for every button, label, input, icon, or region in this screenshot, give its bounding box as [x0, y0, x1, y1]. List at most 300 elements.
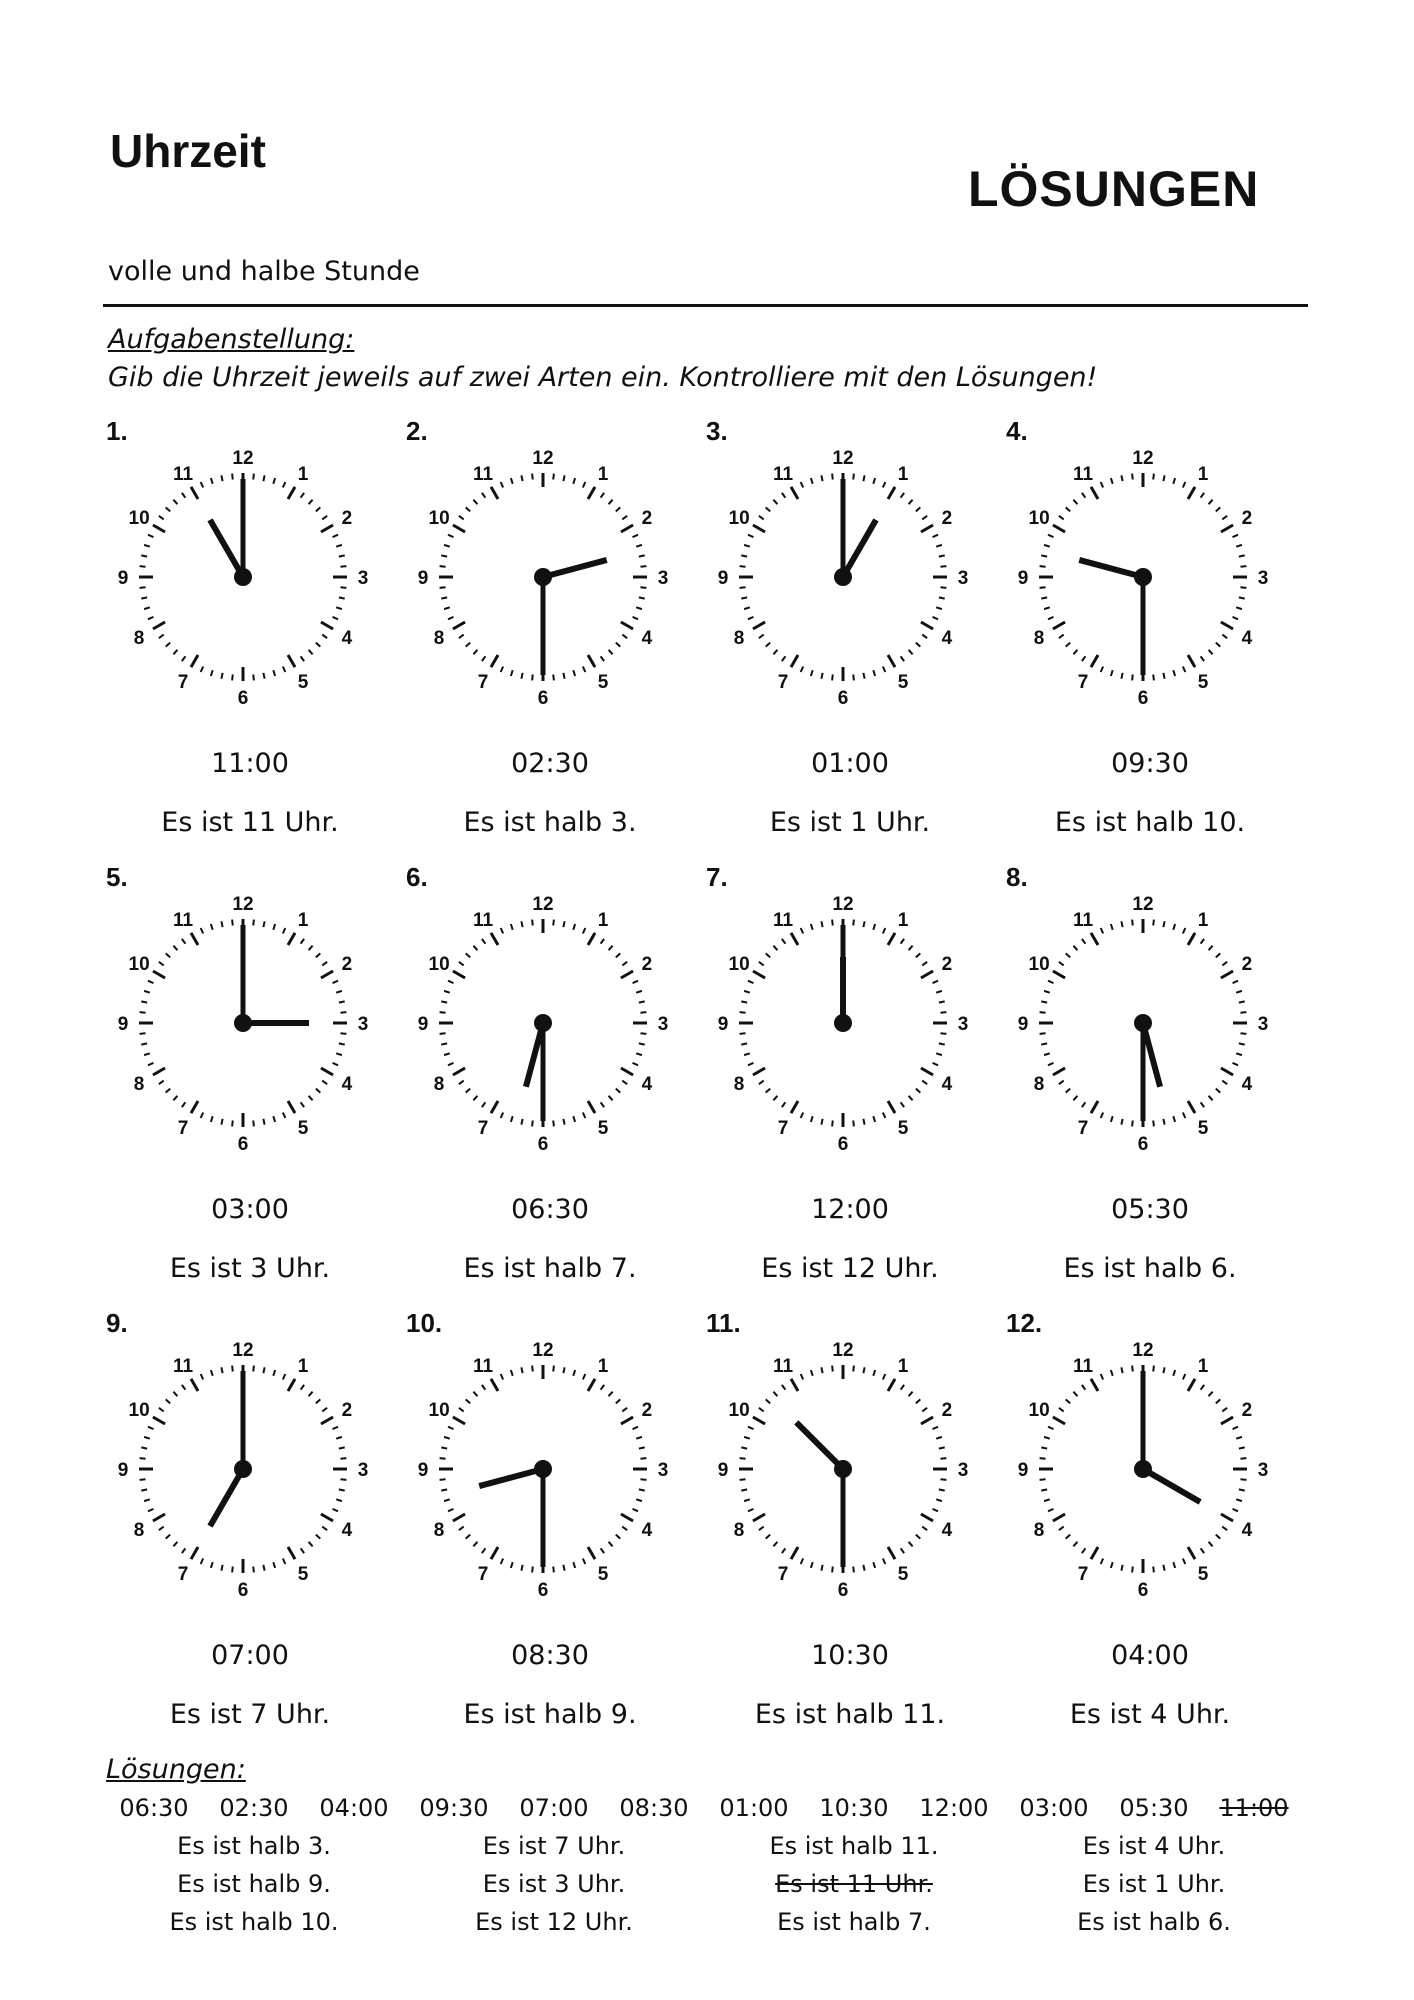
divider-line [103, 304, 1308, 307]
hour-tick [191, 933, 198, 945]
minute-tick [159, 1081, 164, 1085]
minute-tick [916, 1535, 920, 1539]
minute-tick [640, 1012, 646, 1013]
minute-tick [922, 635, 927, 639]
minute-tick [1111, 1116, 1113, 1122]
minute-tick [466, 643, 470, 647]
minute-tick [221, 673, 222, 679]
minute-tick [1044, 991, 1050, 993]
time-sentence: Es ist 11 Uhr. [161, 807, 339, 838]
minute-tick [933, 1427, 938, 1429]
hour-numeral: 7 [177, 671, 189, 693]
minute-tick [466, 1089, 470, 1093]
minute-tick [939, 1043, 945, 1044]
minute-tick [601, 1102, 605, 1107]
minute-tick [1173, 1562, 1175, 1568]
hour-numeral: 1 [897, 910, 909, 932]
minute-tick [773, 1096, 777, 1100]
hour-tick [1221, 971, 1233, 978]
minute-tick [532, 674, 533, 680]
minute-tick [444, 1437, 450, 1439]
minute-tick [482, 939, 486, 944]
minute-tick [863, 921, 864, 927]
minute-tick [922, 516, 927, 520]
analog-clock [714, 448, 972, 706]
minute-tick [640, 566, 646, 567]
minute-tick [448, 981, 453, 983]
minute-tick [336, 991, 342, 993]
minute-tick [148, 1427, 153, 1429]
minute-tick [1222, 635, 1227, 639]
clock-number: 4. [1006, 416, 1028, 446]
minute-tick [609, 500, 613, 504]
hour-tick [321, 1417, 333, 1424]
minute-tick [1121, 475, 1122, 481]
minute-tick [633, 535, 638, 537]
hour-numeral: 4 [341, 1074, 353, 1095]
minute-tick [573, 478, 575, 484]
hour-numeral: 3 [657, 1014, 669, 1035]
hour-numeral: 3 [657, 1460, 669, 1481]
hour-tick [453, 1068, 465, 1075]
minute-tick [916, 507, 920, 511]
minute-tick [253, 674, 254, 680]
minute-tick [1183, 1113, 1185, 1118]
minute-tick [473, 1392, 477, 1396]
minute-tick [1132, 1566, 1133, 1572]
hour-tick [321, 622, 333, 629]
minute-tick [253, 1366, 254, 1372]
minute-tick [322, 635, 327, 639]
minute-tick [853, 1366, 854, 1372]
hour-numeral: 11 [772, 910, 794, 932]
hour-numeral: 4 [941, 628, 953, 649]
minute-tick [521, 475, 522, 481]
minute-tick [166, 1089, 170, 1093]
minute-tick [1073, 1096, 1077, 1100]
minute-tick [1173, 924, 1175, 930]
hour-numeral: 11 [1072, 464, 1094, 486]
minute-tick [1239, 555, 1245, 556]
hour-tick [1221, 525, 1233, 532]
hour-tick [1091, 655, 1098, 667]
minute-tick [316, 507, 320, 511]
minute-tick [748, 617, 753, 619]
minute-tick [553, 1566, 554, 1572]
hour-numeral: 2 [1241, 508, 1253, 529]
minute-tick [1183, 1559, 1185, 1564]
minute-tick [740, 1012, 746, 1013]
minute-tick [1132, 1120, 1133, 1126]
minute-tick [511, 924, 513, 930]
minute-tick [622, 635, 627, 639]
minute-tick [616, 1535, 620, 1539]
minute-tick [883, 928, 885, 933]
minute-tick [1059, 962, 1064, 966]
minute-tick [1163, 921, 1164, 927]
solutions-title: LÖSUNGEN [968, 161, 1260, 217]
minute-tick [933, 535, 938, 537]
minute-tick [1066, 507, 1070, 511]
minute-tick [909, 1392, 913, 1396]
hour-numeral: 12 [532, 448, 554, 469]
hour-numeral: 11 [172, 464, 194, 486]
hour-tick [288, 1379, 295, 1391]
hour-numeral: 2 [641, 954, 653, 975]
minute-tick [263, 475, 264, 481]
minute-tick [616, 1089, 620, 1093]
minute-tick [501, 928, 503, 933]
minute-tick [901, 1385, 905, 1390]
hour-numeral: 2 [341, 1400, 353, 1421]
minute-tick [1073, 1542, 1077, 1546]
hour-numeral: 1 [897, 1356, 909, 1378]
minute-tick [440, 566, 446, 567]
hour-numeral: 8 [133, 1520, 145, 1541]
minute-tick [1183, 482, 1185, 487]
clock-cell [400, 858, 700, 1304]
minute-tick [773, 1392, 777, 1396]
minute-tick [309, 1392, 313, 1396]
minute-tick [563, 475, 564, 481]
minute-tick [1201, 939, 1205, 944]
hour-tick [1221, 622, 1233, 629]
minute-tick [883, 1374, 885, 1379]
minute-tick [1048, 981, 1053, 983]
minute-tick [333, 1509, 338, 1511]
hour-tick [588, 1101, 595, 1113]
minute-tick [916, 1089, 920, 1093]
minute-tick [1209, 1096, 1213, 1100]
minute-tick [1066, 1535, 1070, 1539]
minute-tick [940, 1012, 946, 1013]
clock-cell [1000, 1304, 1300, 1750]
hour-numeral: 3 [357, 1460, 369, 1481]
minute-tick [1209, 650, 1213, 654]
minute-tick [322, 1408, 327, 1412]
minute-tick [1183, 667, 1185, 672]
minute-tick [221, 921, 222, 927]
hour-numeral: 8 [1033, 1074, 1045, 1095]
minute-tick [622, 962, 627, 966]
minute-tick [333, 617, 338, 619]
minute-tick [853, 474, 854, 480]
hour-numeral: 5 [897, 1117, 909, 1139]
minute-tick [309, 1542, 313, 1546]
hour-tick [888, 933, 895, 945]
minute-tick [936, 545, 942, 547]
hour-tick [888, 655, 895, 667]
minute-tick [832, 1566, 833, 1572]
minute-tick [1111, 478, 1113, 484]
minute-tick [340, 1033, 346, 1034]
minute-tick [1153, 1120, 1154, 1126]
minute-tick [1173, 670, 1175, 676]
minute-tick [740, 1033, 746, 1034]
minute-tick [744, 607, 750, 609]
hour-numeral: 4 [341, 628, 353, 649]
minute-tick [640, 1033, 646, 1034]
minute-tick [1111, 670, 1113, 676]
hour-numeral: 11 [772, 464, 794, 486]
minute-tick [221, 1565, 222, 1571]
clock-cell [100, 1304, 400, 1750]
minute-tick [933, 617, 938, 619]
minute-tick [1132, 674, 1133, 680]
clock-center [234, 1460, 252, 1478]
hour-hand [1143, 1023, 1160, 1087]
solution-sentence: Es ist halb 10. [169, 1908, 339, 1936]
minute-tick [1153, 1366, 1154, 1372]
hour-tick [1188, 933, 1195, 945]
hour-tick [453, 622, 465, 629]
minute-tick [511, 1116, 513, 1122]
minute-tick [748, 981, 753, 983]
solution-sentence: Es ist 11 Uhr. [775, 1870, 933, 1898]
minute-tick [309, 946, 313, 950]
minute-tick [1082, 939, 1086, 944]
hour-tick [753, 525, 765, 532]
minute-tick [459, 1527, 464, 1531]
minute-tick [909, 500, 913, 504]
minute-tick [482, 1102, 486, 1107]
hour-numeral: 9 [417, 1014, 429, 1035]
time-sentence: Es ist halb 10. [1054, 807, 1246, 838]
minute-tick [466, 1399, 470, 1403]
hour-hand [843, 520, 876, 577]
minute-tick [166, 643, 170, 647]
hour-tick [621, 1068, 633, 1075]
hour-tick [921, 525, 933, 532]
hour-numeral: 2 [1241, 954, 1253, 975]
minute-tick [766, 643, 770, 647]
minute-tick [473, 650, 477, 654]
minute-tick [832, 1120, 833, 1126]
minute-tick [444, 545, 450, 547]
minute-tick [466, 1535, 470, 1539]
minute-tick [1044, 1053, 1050, 1055]
hour-numeral: 6 [537, 1134, 549, 1152]
minute-tick [273, 670, 275, 676]
minute-tick [182, 939, 186, 944]
time-sentence: Es ist 12 Uhr. [761, 1253, 939, 1284]
solution-time: 03:00 [1019, 1794, 1089, 1822]
hour-tick [288, 1101, 295, 1113]
minute-tick [922, 1527, 927, 1531]
hour-tick [453, 525, 465, 532]
minute-tick [909, 650, 913, 654]
clock-center [834, 1014, 852, 1032]
minute-tick [221, 1367, 222, 1373]
hour-tick [1188, 1379, 1195, 1391]
minute-tick [1153, 920, 1154, 926]
solution-time: 07:00 [519, 1794, 589, 1822]
minute-tick [1209, 946, 1213, 950]
hour-numeral: 3 [957, 568, 969, 589]
minute-tick [283, 1374, 285, 1379]
minute-tick [939, 1489, 945, 1490]
minute-tick [553, 474, 554, 480]
digital-time: 08:30 [511, 1640, 589, 1671]
minute-tick [144, 1499, 150, 1501]
minute-tick [1101, 928, 1103, 933]
minute-tick [940, 1479, 946, 1480]
minute-tick [263, 921, 264, 927]
time-sentence: Es ist halb 7. [463, 1253, 637, 1284]
minute-tick [1236, 1499, 1242, 1501]
hour-numeral: 6 [1137, 1134, 1149, 1152]
hour-tick [588, 1379, 595, 1391]
minute-tick [1233, 1427, 1238, 1429]
minute-tick [144, 1053, 150, 1055]
clock-number: 12. [1006, 1308, 1043, 1338]
analog-clock [114, 448, 372, 706]
solution-sentence: Es ist 7 Uhr. [482, 1832, 626, 1860]
minute-tick [573, 1116, 575, 1122]
hour-tick [888, 487, 895, 499]
minute-tick [622, 1081, 627, 1085]
minute-tick [301, 1548, 305, 1553]
hour-numeral: 8 [133, 628, 145, 649]
minute-tick [744, 545, 750, 547]
minute-tick [821, 1367, 822, 1373]
minute-tick [748, 535, 753, 537]
minute-tick [501, 482, 503, 487]
hour-tick [191, 655, 198, 667]
minute-tick [211, 1116, 213, 1122]
hour-numeral: 10 [128, 508, 150, 529]
minute-tick [853, 1120, 854, 1126]
minute-tick [482, 1385, 486, 1390]
minute-tick [616, 953, 620, 957]
hour-numeral: 6 [237, 1580, 249, 1598]
minute-tick [622, 516, 627, 520]
minute-tick [1201, 1102, 1205, 1107]
minute-tick [340, 587, 346, 588]
minute-tick [1216, 507, 1220, 511]
hour-numeral: 4 [641, 1520, 653, 1541]
minute-tick [141, 1043, 147, 1044]
solution-sentence: Es ist halb 7. [777, 1908, 931, 1936]
hour-numeral: 2 [1241, 1400, 1253, 1421]
minute-tick [636, 1053, 642, 1055]
minute-tick [182, 1548, 186, 1553]
minute-tick [448, 617, 453, 619]
minute-tick [1040, 566, 1046, 567]
hour-numeral: 3 [1257, 568, 1269, 589]
minute-tick [173, 1542, 177, 1546]
clock-grid [100, 412, 1310, 1752]
minute-tick [333, 535, 338, 537]
hour-numeral: 6 [1137, 1580, 1149, 1598]
minute-tick [573, 670, 575, 676]
minute-tick [1216, 953, 1220, 957]
hour-numeral: 6 [537, 1580, 549, 1598]
hour-numeral: 8 [433, 628, 445, 649]
minute-tick [148, 1509, 153, 1511]
minute-tick [782, 1102, 786, 1107]
minute-tick [253, 474, 254, 480]
analog-clock [414, 448, 672, 706]
minute-tick [922, 962, 927, 966]
minute-tick [916, 643, 920, 647]
minute-tick [340, 566, 346, 567]
minute-tick [1073, 946, 1077, 950]
clock-center [234, 1014, 252, 1032]
minute-tick [316, 1399, 320, 1403]
analog-clock [1014, 894, 1272, 1152]
minute-tick [873, 924, 875, 930]
clock-center [534, 1014, 552, 1032]
minute-tick [553, 674, 554, 680]
minute-tick [1183, 928, 1185, 933]
minute-tick [473, 1542, 477, 1546]
minute-tick [741, 1001, 747, 1002]
minute-tick [459, 1408, 464, 1412]
minute-tick [316, 1535, 320, 1539]
minute-tick [1233, 981, 1238, 983]
minute-tick [166, 507, 170, 511]
hour-numeral: 4 [641, 1074, 653, 1095]
hour-numeral: 7 [777, 1563, 789, 1585]
hour-numeral: 5 [297, 1117, 309, 1139]
hour-tick [321, 1068, 333, 1075]
clock-cell [1000, 858, 1300, 1304]
minute-tick [532, 1366, 533, 1372]
minute-tick [636, 1437, 642, 1439]
minute-tick [336, 1499, 342, 1501]
minute-tick [441, 1489, 447, 1490]
minute-tick [873, 1370, 875, 1376]
minute-tick [639, 1043, 645, 1044]
hour-numeral: 9 [717, 1014, 729, 1035]
clock-cell [700, 858, 1000, 1304]
minute-tick [873, 1116, 875, 1122]
minute-tick [1059, 635, 1064, 639]
minute-tick [1059, 516, 1064, 520]
minute-tick [609, 650, 613, 654]
minute-tick [521, 921, 522, 927]
minute-tick [583, 482, 585, 487]
minute-tick [1233, 617, 1238, 619]
minute-tick [1121, 673, 1122, 679]
minute-tick [473, 500, 477, 504]
solution-time: 12:00 [919, 1794, 989, 1822]
minute-tick [532, 1120, 533, 1126]
minute-tick [863, 1565, 864, 1571]
minute-tick [441, 555, 447, 556]
minute-tick [1111, 1562, 1113, 1568]
clock-number: 9. [106, 1308, 128, 1338]
minute-tick [1222, 1081, 1227, 1085]
hour-tick [1221, 1514, 1233, 1521]
minute-tick [459, 1081, 464, 1085]
hour-numeral: 7 [477, 1117, 489, 1139]
hour-numeral: 5 [297, 1563, 309, 1585]
hour-numeral: 10 [1028, 1400, 1050, 1421]
hour-numeral: 1 [597, 464, 609, 486]
hour-numeral: 9 [1017, 1014, 1029, 1035]
digital-time: 05:30 [1111, 1194, 1189, 1225]
hour-tick [1188, 1101, 1195, 1113]
minute-tick [939, 555, 945, 556]
hour-numeral: 12 [1132, 448, 1154, 469]
minute-tick [1101, 1113, 1103, 1118]
hour-tick [1188, 655, 1195, 667]
minute-tick [482, 1548, 486, 1553]
minute-tick [740, 566, 746, 567]
minute-tick [639, 555, 645, 556]
